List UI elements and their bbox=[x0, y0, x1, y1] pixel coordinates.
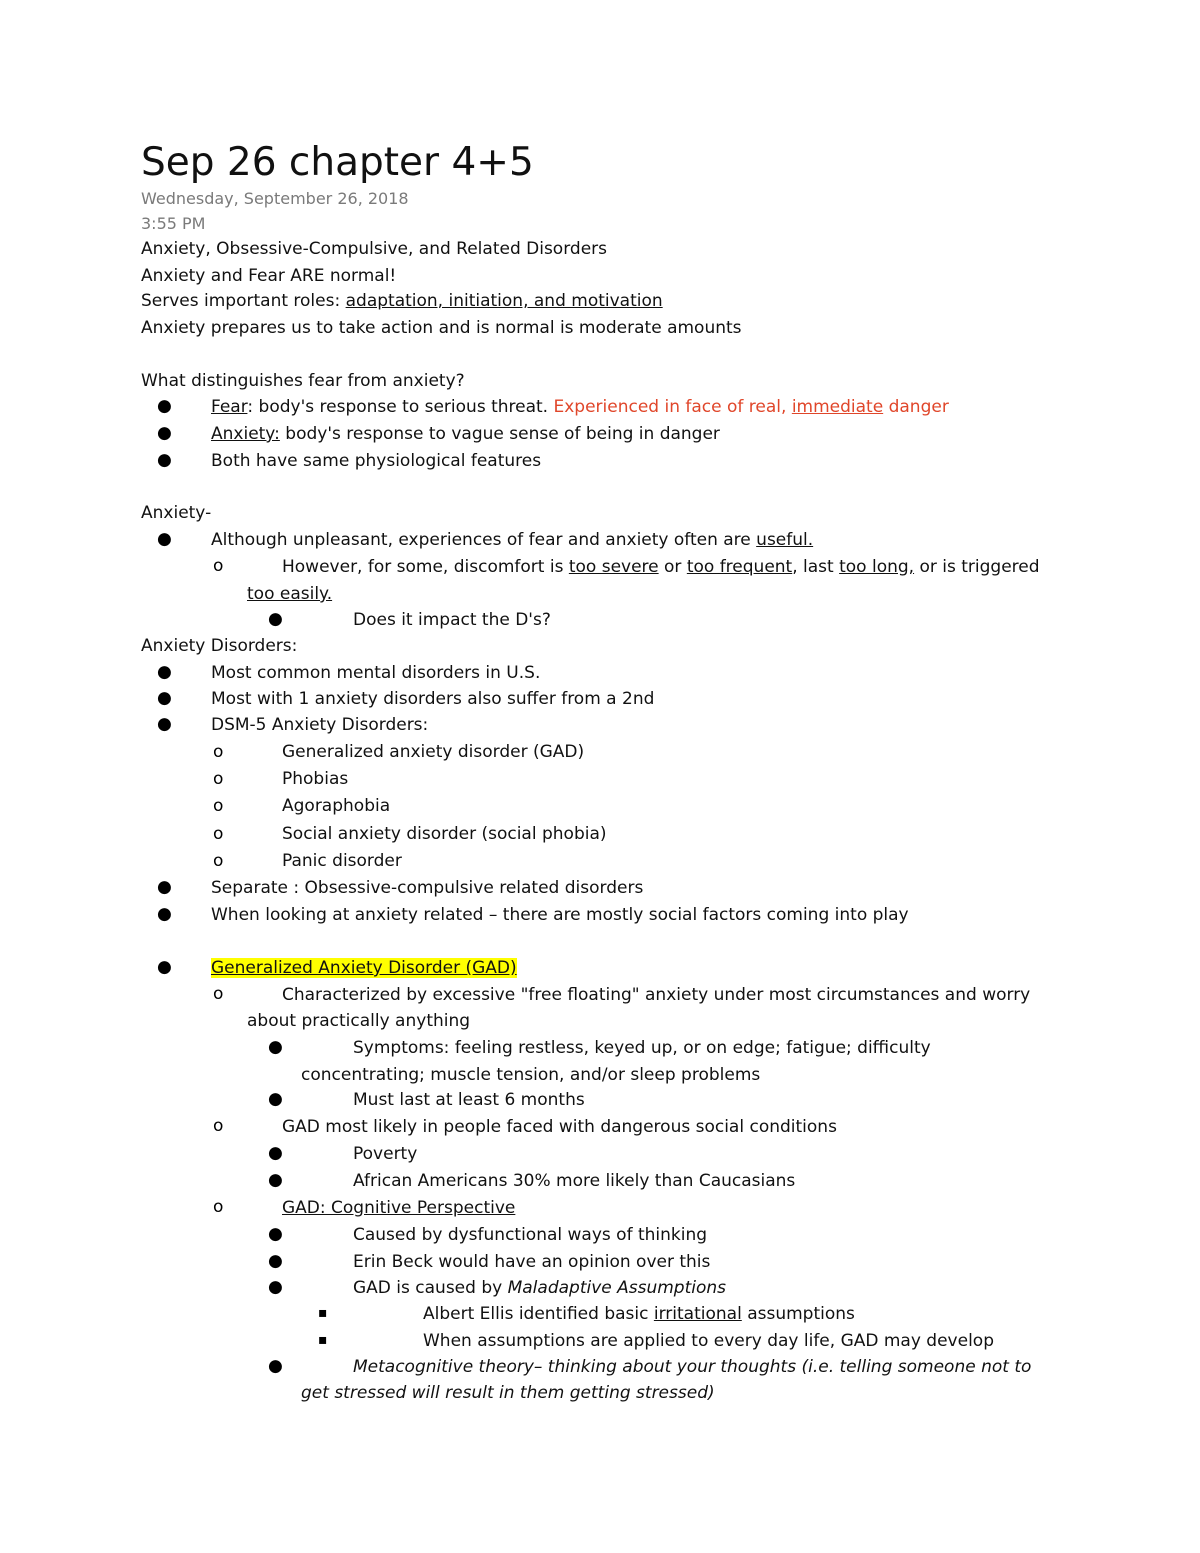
anxiety-term: Anxiety: bbox=[211, 424, 280, 444]
anxiety-heading: Anxiety- bbox=[141, 503, 212, 523]
disorders-bullet-1: Most common mental disorders in U.S. bbox=[211, 663, 541, 683]
gad-albert-ellis bbox=[423, 1303, 855, 1325]
gad-poverty: Poverty bbox=[353, 1144, 418, 1164]
bullet-disc-icon: ● bbox=[157, 396, 172, 416]
bullet-disc-icon: ● bbox=[157, 904, 172, 924]
gad-dysfunctional-thinking: Caused by dysfunctional ways of thinking bbox=[353, 1225, 708, 1245]
dsm-disorder-item: Generalized anxiety disorder (GAD) bbox=[282, 742, 585, 762]
albert-ellis-text: Albert Ellis identified basic bbox=[423, 1304, 654, 1324]
gad-sub-1-line-2: about practically anything bbox=[247, 1011, 471, 1031]
dsm-disorder-item: Phobias bbox=[282, 769, 349, 789]
bullet-disc-icon: ● bbox=[268, 1089, 283, 1109]
dsm-disorder-item: Panic disorder bbox=[282, 851, 402, 871]
anxiety-bullet-1-text: Although unpleasant, experiences of fear and anxiety often are bbox=[211, 530, 757, 550]
bullet-circle-icon: o bbox=[213, 1197, 224, 1217]
intro-roles-underlined: adaptation, initiation, and motivation bbox=[345, 291, 663, 311]
bullet-disc-icon: ● bbox=[268, 1251, 283, 1271]
gad-african-americans: African Americans 30% more likely than Caucasians bbox=[353, 1171, 796, 1191]
bullet-disc-icon: ● bbox=[268, 609, 283, 629]
bullet-disc-icon: ● bbox=[268, 1170, 283, 1190]
bullet-circle-icon: o bbox=[213, 556, 224, 576]
fear-question: What distinguishes fear from anxiety? bbox=[141, 371, 465, 391]
anxiety-sub-1-last: , last bbox=[792, 557, 840, 577]
bullet-disc-icon: ● bbox=[268, 1224, 283, 1244]
gad-maladaptive-text: GAD is caused by bbox=[353, 1278, 508, 1298]
bullet-disc-icon: ● bbox=[268, 1356, 283, 1376]
gad-duration: Must last at least 6 months bbox=[353, 1090, 585, 1110]
bullet-disc-icon: ● bbox=[268, 1277, 283, 1297]
anxiety-useful: useful. bbox=[756, 530, 814, 550]
intro-line-3-text: Serves important roles: bbox=[141, 291, 346, 311]
bullet-disc-icon: ● bbox=[157, 688, 172, 708]
too-severe: too severe bbox=[568, 557, 659, 577]
gad-sub-2: GAD most likely in people faced with dangerous social conditions bbox=[282, 1117, 837, 1137]
bullet-circle-icon: o bbox=[213, 851, 224, 871]
bullet-disc-icon: ● bbox=[157, 423, 172, 443]
too-easily: too easily. bbox=[247, 584, 333, 604]
intro-line-3 bbox=[141, 290, 663, 312]
bullet-circle-icon: o bbox=[213, 796, 224, 816]
maladaptive-assumptions: Maladaptive Assumptions bbox=[507, 1278, 727, 1298]
fear-definition: : body's response to serious threat. bbox=[247, 397, 554, 417]
bullet-square-icon: ▪ bbox=[318, 1332, 328, 1348]
bullet-circle-icon: o bbox=[213, 769, 224, 789]
bullet-disc-icon: ● bbox=[157, 877, 172, 897]
dsm-disorder-item: Social anxiety disorder (social phobia) bbox=[282, 824, 607, 844]
irritational: irritational bbox=[653, 1304, 742, 1324]
anxiety-sub-1 bbox=[282, 556, 1040, 578]
gad-assumptions-applied: When assumptions are applied to every day life, GAD may develop bbox=[423, 1331, 994, 1351]
fear-bullet-1 bbox=[211, 396, 949, 418]
intro-line-4: Anxiety prepares us to take action and is normal is moderate amounts bbox=[141, 318, 742, 338]
anxiety-sub-1-triggered: or is triggered bbox=[914, 557, 1040, 577]
bullet-disc-icon: ● bbox=[157, 714, 172, 734]
bullet-circle-icon: o bbox=[213, 1116, 224, 1136]
gad-symptoms-line-1: Symptoms: feeling restless, keyed up, or on edge; fatigue; difficulty bbox=[353, 1038, 931, 1058]
bullet-disc-icon: ● bbox=[157, 450, 172, 470]
disorders-bullet-2: Most with 1 anxiety disorders also suffer from a 2nd bbox=[211, 689, 655, 709]
albert-ellis-end: assumptions bbox=[741, 1304, 855, 1324]
page-title: Sep 26 chapter 4+5 bbox=[141, 140, 534, 185]
disorders-bullet-4: Separate : Obsessive-compulsive related disorders bbox=[211, 878, 644, 898]
intro-line-2: Anxiety and Fear ARE normal! bbox=[141, 266, 397, 286]
dsm-disorder-item: Agoraphobia bbox=[282, 796, 391, 816]
disorders-bullet-5: When looking at anxiety related – there are mostly social factors coming into play bbox=[211, 905, 909, 925]
anxiety-bullet-1 bbox=[211, 529, 813, 551]
bullet-circle-icon: o bbox=[213, 824, 224, 844]
bullet-disc-icon: ● bbox=[157, 957, 172, 977]
bullet-circle-icon: o bbox=[213, 984, 224, 1004]
too-frequent: too frequent bbox=[686, 557, 793, 577]
gad-erin-beck: Erin Beck would have an opinion over this bbox=[353, 1252, 711, 1272]
bullet-disc-icon: ● bbox=[268, 1037, 283, 1057]
anxiety-sub-1-text: However, for some, discomfort is bbox=[282, 557, 569, 577]
gad-metacognitive-line-1: Metacognitive theory– thinking about your thoughts (i.e. telling someone not to bbox=[353, 1357, 1032, 1377]
fear-term: Fear bbox=[211, 397, 248, 417]
gad-cognitive-perspective: GAD: Cognitive Perspective bbox=[282, 1198, 516, 1218]
fear-red-text-end: danger bbox=[883, 397, 949, 417]
gad-symptoms-line-2: concentrating; muscle tension, and/or sleep problems bbox=[301, 1065, 761, 1085]
bullet-disc-icon: ● bbox=[268, 1143, 283, 1163]
gad-heading bbox=[211, 957, 517, 979]
bullet-square-icon: ▪ bbox=[318, 1305, 328, 1321]
note-date: Wednesday, September 26, 2018 bbox=[141, 189, 409, 208]
gad-heading-highlight: Generalized Anxiety Disorder (GAD) bbox=[211, 958, 517, 978]
fear-bullet-2 bbox=[211, 423, 720, 445]
fear-bullet-3: Both have same physiological features bbox=[211, 451, 542, 471]
disorders-bullet-3: DSM-5 Anxiety Disorders: bbox=[211, 715, 429, 735]
too-long: too long, bbox=[839, 557, 915, 577]
gad-metacognitive-line-2: get stressed will result in them getting stressed) bbox=[301, 1383, 715, 1403]
gad-sub-1-line-1: Characterized by excessive "free floating" anxiety under most circumstances and worry bbox=[282, 985, 1031, 1005]
fear-red-underlined: immediate bbox=[791, 397, 884, 417]
bullet-circle-icon: o bbox=[213, 742, 224, 762]
gad-maladaptive bbox=[353, 1277, 726, 1299]
anxiety-definition: body's response to vague sense of being in danger bbox=[279, 424, 720, 444]
anxiety-sub-1-or: or bbox=[658, 557, 687, 577]
bullet-disc-icon: ● bbox=[157, 529, 172, 549]
bullet-disc-icon: ● bbox=[157, 662, 172, 682]
fear-red-text: Experienced in face of real, bbox=[553, 397, 792, 417]
intro-line-1: Anxiety, Obsessive-Compulsive, and Related Disorders bbox=[141, 239, 607, 259]
anxiety-sub-sub-1: Does it impact the D's? bbox=[353, 610, 551, 630]
disorders-heading: Anxiety Disorders: bbox=[141, 636, 298, 656]
note-time: 3:55 PM bbox=[141, 214, 206, 233]
